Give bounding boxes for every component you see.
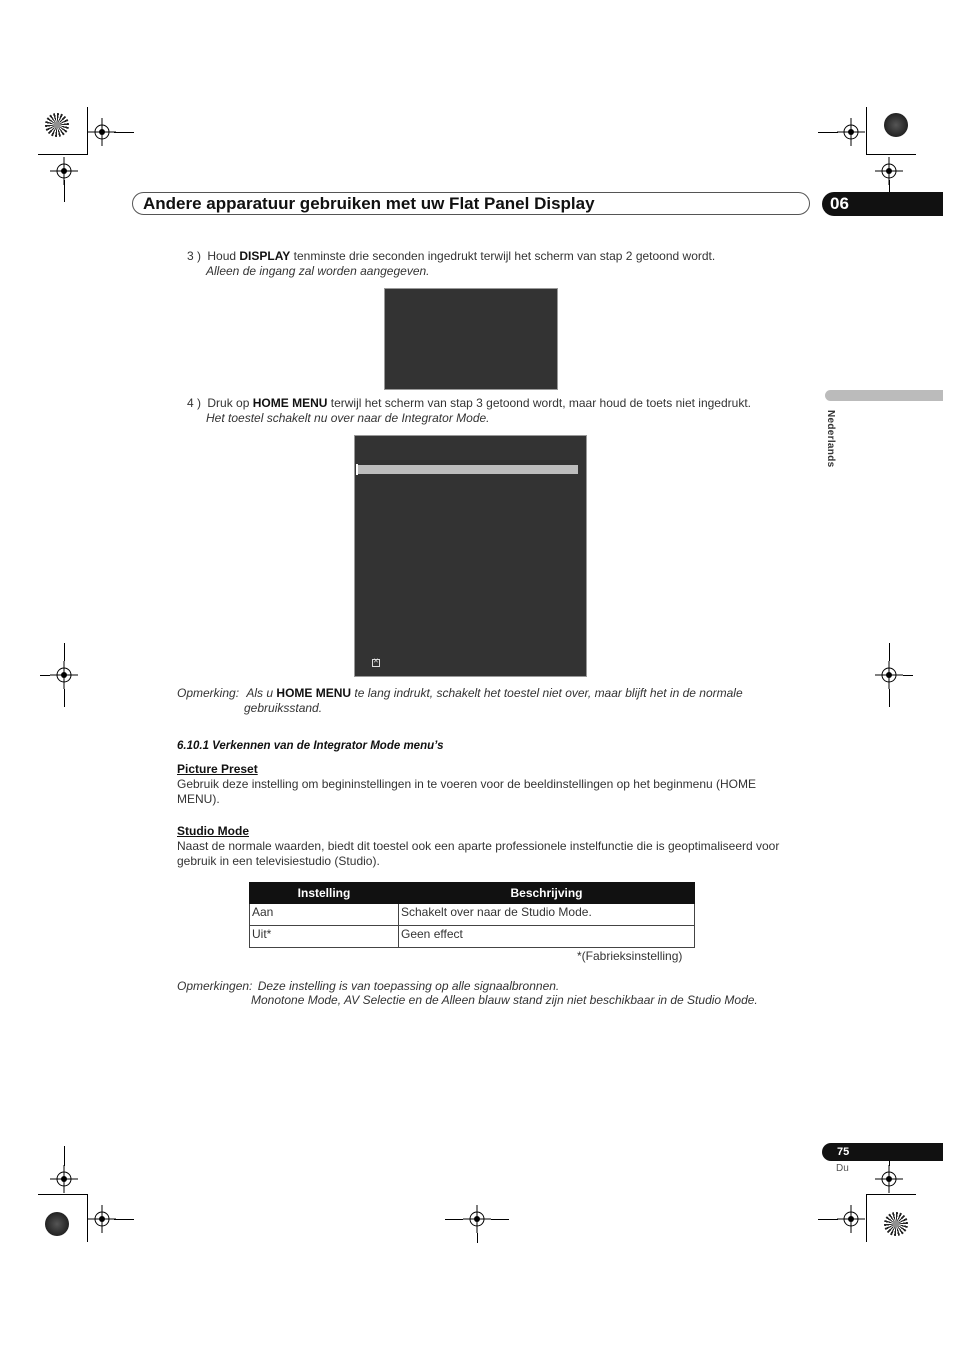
table-row [250,926,695,948]
table-cell: Uit* [250,926,399,948]
table-cell: Schakelt over naar de Studio Mode. [399,904,695,926]
language-tab [825,390,943,401]
trim-line [38,154,88,155]
notes-label: Opmerkingen: [177,979,253,993]
trim-line [889,643,890,661]
trim-line [445,1219,463,1220]
page-number: 75 [837,1146,850,1158]
close-icon [372,659,380,667]
registration-mark-icon [50,661,78,689]
trim-line [889,689,890,707]
registration-mark-icon [875,1165,903,1193]
trim-line [818,132,838,133]
remark-text: te lang indrukt, schakelt het toestel niet over, maar blijft het in de normale [354,686,743,700]
trim-line [903,675,913,676]
trim-line [866,154,916,155]
table-row [250,904,695,926]
notes-text-1: Deze instelling is van toepassing op alle signaalbronnen. [257,979,560,993]
step-3-line [187,249,715,264]
language-label: Nederlands [825,410,836,468]
trim-line [818,1219,838,1220]
table-cell: Geen effect [399,926,695,948]
step-4-number: 4 ) [187,396,202,410]
trim-line [114,132,134,133]
registration-mark-icon [837,1205,865,1233]
registration-mark-icon [463,1205,491,1233]
remark-pre: Als u [246,686,274,700]
registration-mark-icon [875,661,903,689]
studio-mode-title: Studio Mode [177,824,249,838]
notes-line-1 [177,979,559,994]
step-3-pre: Houd [207,249,237,263]
trim-line [866,1194,867,1242]
table-header-description: Beschrijving [399,883,695,904]
screen-illustration-input [384,288,558,390]
chapter-number: 06 [830,194,849,213]
registration-mark-icon [837,118,865,146]
trim-line [64,643,65,661]
step-3-note: Alleen de ingang zal worden aangegeven. [206,264,430,278]
step-3-key: DISPLAY [239,249,291,263]
trim-line [38,1194,88,1195]
studio-mode-line-1: Naast de normale waarden, biedt dit toestel ook een aparte professionele instelfunctie die is geoptimaliseerd voor [177,839,780,853]
trim-line [64,689,65,707]
trim-line [866,1194,916,1195]
picture-preset-title: Picture Preset [177,762,258,776]
step-4-key: HOME MENU [252,396,328,410]
settings-table [249,882,695,948]
menu-cursor [356,464,358,475]
color-target-bottom-left [45,1212,69,1236]
color-target-top-left [45,113,69,137]
remark-key: HOME MENU [276,686,352,700]
remark-label: Opmerking: [177,686,240,700]
registration-mark-icon [50,1165,78,1193]
page-title: Andere apparatuur gebruiken met uw Flat Panel Display [143,194,595,213]
trim-line [87,107,88,155]
section-heading: 6.10.1 Verkennen van de Integrator Mode menu’s [177,740,444,752]
step-4-note: Het toestel schakelt nu over naar de Integrator Mode. [206,411,490,425]
step-4-line [187,396,751,411]
color-target-top-right [884,113,908,137]
trim-line [114,1219,134,1220]
menu-highlight-bar [357,465,578,474]
registration-mark-icon [88,1205,116,1233]
notes-line-2: Monotone Mode, AV Selectie en de Alleen blauw stand zijn niet beschikbaar in de Studio Mode. [251,993,758,1007]
step-4-pre: Druk op [207,396,250,410]
remark-line-2: gebruiksstand. [244,701,323,715]
color-target-bottom-right [884,1212,908,1236]
table-header-row [250,883,695,904]
trim-line [87,1194,88,1242]
trim-line [64,1146,65,1166]
trim-line [866,107,867,155]
step-3-number: 3 ) [187,249,202,263]
picture-preset-line-1: Gebruik deze instelling om begininstellingen in te voeren voor de beeldinstellingen op het beginmenu (HOME [177,777,757,791]
remark-line-1 [177,686,743,701]
studio-mode-line-2: gebruik in een televisiestudio (Studio). [177,854,380,868]
registration-mark-icon [88,118,116,146]
table-footnote: *(Fabrieksinstelling) [577,949,683,963]
trim-line [64,180,65,202]
page-language-code: Du [836,1163,849,1174]
trim-line [40,675,50,676]
trim-line [491,1219,509,1220]
table-cell: Aan [250,904,399,926]
table-header-setting: Instelling [250,883,399,904]
picture-preset-line-2: MENU). [177,792,220,806]
step-4-text: terwijl het scherm van stap 3 getoond wordt, maar houd de toets niet ingedrukt. [330,396,751,410]
trim-line [477,1233,478,1243]
step-3-text: tenminste drie seconden ingedrukt terwijl het scherm van stap 2 getoond wordt. [293,249,716,263]
